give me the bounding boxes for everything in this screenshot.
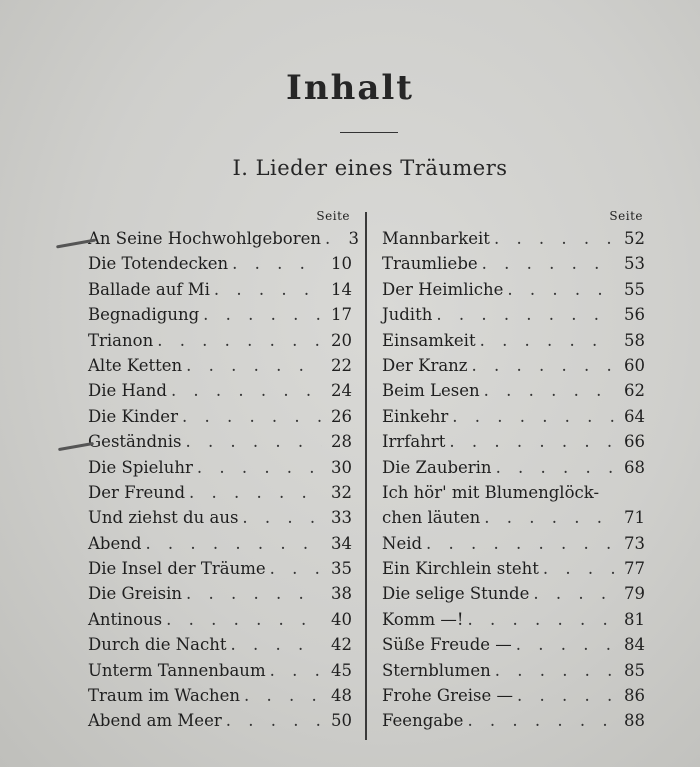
dot-leader xyxy=(266,658,322,683)
entry-title: Die Insel der Träume xyxy=(88,559,266,579)
toc-entry xyxy=(382,277,645,302)
dot-leader xyxy=(480,378,615,403)
toc-entry xyxy=(88,302,352,327)
entry-title: Feengabe xyxy=(382,711,464,731)
toc-entry xyxy=(88,632,352,657)
toc-entry xyxy=(88,658,352,683)
entry-title: Die Greisin xyxy=(88,584,182,604)
dot-leader xyxy=(490,226,615,251)
dot-leader xyxy=(141,531,322,556)
entry-title: Geständnis xyxy=(88,432,182,452)
entry-title: Neid xyxy=(382,533,423,553)
entry-page: 71 xyxy=(624,508,645,528)
toc-entry xyxy=(88,455,352,480)
entry-page: 85 xyxy=(624,660,645,680)
entry-title: Einkehr xyxy=(382,406,449,426)
toc-entry xyxy=(88,378,352,403)
title-rule xyxy=(340,132,398,133)
dot-leader xyxy=(529,581,615,606)
entry-title: Abend xyxy=(88,533,142,553)
dot-leader xyxy=(321,226,329,251)
toc-entry xyxy=(382,328,645,353)
entry-page: 79 xyxy=(624,584,645,604)
toc-entry xyxy=(382,531,645,556)
dot-leader xyxy=(226,632,322,657)
dot-leader xyxy=(210,277,322,302)
toc-entry xyxy=(88,581,352,606)
entry-title: Der Freund xyxy=(88,482,186,502)
entry-page: 14 xyxy=(331,279,352,299)
entry-page: 33 xyxy=(331,508,352,528)
entry-page: 60 xyxy=(624,355,645,375)
toc-entry xyxy=(88,328,352,353)
entry-page: 88 xyxy=(624,711,645,731)
dot-leader xyxy=(182,581,322,606)
entry-title: Die Hand xyxy=(88,381,167,401)
left-column xyxy=(88,206,360,734)
dot-leader xyxy=(228,251,322,276)
entry-page: 48 xyxy=(331,686,352,706)
entry-page: 28 xyxy=(331,432,352,452)
entry-title: Frohe Greise — xyxy=(382,686,513,706)
toc-entry xyxy=(88,251,352,276)
entry-title: Komm —! xyxy=(382,609,464,629)
dot-leader xyxy=(182,353,322,378)
section-heading: I. Lieder eines Träumers xyxy=(232,156,508,180)
entry-title: Der Heimliche xyxy=(382,279,504,299)
entry-page: 26 xyxy=(331,406,352,426)
toc-entry xyxy=(88,683,352,708)
dot-leader xyxy=(512,632,615,657)
entry-title: Beim Lesen xyxy=(382,381,480,401)
dot-leader xyxy=(448,404,615,429)
toc-entry xyxy=(382,480,645,505)
entry-title: Süße Freude — xyxy=(382,635,512,655)
dot-leader xyxy=(478,251,615,276)
dot-leader xyxy=(445,429,615,454)
entry-page: 22 xyxy=(331,355,352,375)
toc-entry xyxy=(88,505,352,530)
entry-page: 64 xyxy=(624,406,645,426)
dot-leader xyxy=(468,353,616,378)
entry-page: 58 xyxy=(624,330,645,350)
entry-page: 53 xyxy=(624,254,645,274)
dot-leader xyxy=(513,683,615,708)
dot-leader xyxy=(193,455,322,480)
dot-leader xyxy=(464,607,616,632)
entry-title: Mannbarkeit xyxy=(382,229,490,248)
dot-leader xyxy=(539,556,615,581)
entry-title: Traumliebe xyxy=(382,254,478,274)
entry-page: 40 xyxy=(331,609,352,629)
entry-page: 3 xyxy=(348,229,360,248)
entry-page: 86 xyxy=(624,686,645,706)
toc-entry xyxy=(88,708,352,733)
entry-title: Der Kranz xyxy=(382,355,468,375)
entry-page: 10 xyxy=(331,254,352,274)
entry-title: Die Kinder xyxy=(88,406,178,426)
dot-leader xyxy=(238,505,322,530)
toc-entry xyxy=(88,277,352,302)
entry-title: Alte Ketten xyxy=(88,355,183,375)
dot-leader xyxy=(491,658,615,683)
dot-leader xyxy=(199,302,322,327)
entry-title: Unterm Tannenbaum xyxy=(88,660,266,680)
entry-title: Ich hör' mit Blumenglöck- xyxy=(382,482,600,502)
entry-title: Die Spieluhr xyxy=(88,457,193,477)
entry-title: Die Zauberin xyxy=(382,457,492,477)
entry-page: 81 xyxy=(624,609,645,629)
entry-page: 24 xyxy=(331,381,352,401)
toc-entry xyxy=(88,353,352,378)
entry-title: Traum im Wachen xyxy=(88,686,241,706)
entry-title: Abend am Meer xyxy=(88,711,222,731)
dot-leader xyxy=(476,328,615,353)
entry-page: 56 xyxy=(624,305,645,325)
entry-page: 50 xyxy=(331,711,352,731)
toc-entry xyxy=(382,455,645,480)
toc-entry xyxy=(382,404,645,429)
entry-page: 32 xyxy=(331,482,352,502)
entry-page: 38 xyxy=(331,584,352,604)
dot-leader xyxy=(162,607,322,632)
entry-title: Einsamkeit xyxy=(382,330,476,350)
toc-entry xyxy=(382,556,645,581)
entry-page: 17 xyxy=(331,305,352,325)
dot-leader xyxy=(432,302,615,327)
entry-title: Antinous xyxy=(88,609,163,629)
entry-title: Judith xyxy=(382,305,433,325)
dot-leader xyxy=(167,378,322,403)
entry-page: 52 xyxy=(624,229,645,248)
entry-page: 45 xyxy=(331,660,352,680)
dot-leader xyxy=(153,328,322,353)
toc-entry xyxy=(382,353,645,378)
toc-entry xyxy=(382,505,645,530)
toc-entry xyxy=(382,607,645,632)
entry-page: 84 xyxy=(624,635,645,655)
entry-title: Irrfahrt xyxy=(382,432,446,452)
entry-page: 77 xyxy=(624,559,645,579)
toc-entry xyxy=(382,378,645,403)
entry-title: Ein Kirchlein steht xyxy=(382,559,539,579)
toc-entry xyxy=(88,556,352,581)
entry-title: Begnadigung xyxy=(88,305,200,325)
entry-page: 68 xyxy=(624,457,645,477)
entry-page: 73 xyxy=(624,533,645,553)
entry-page: 42 xyxy=(331,635,352,655)
entry-title: Ballade auf Mi xyxy=(88,279,210,299)
dot-leader xyxy=(480,505,615,530)
toc-entry xyxy=(382,429,645,454)
toc-entry xyxy=(88,607,352,632)
entry-page: 62 xyxy=(624,381,645,401)
entry-title: Die selige Stunde xyxy=(382,584,530,604)
column-divider xyxy=(365,212,367,740)
entry-title: Sternblumen xyxy=(382,660,491,680)
entry-title: An Seine Hochwohlgeboren xyxy=(88,229,322,248)
dot-leader xyxy=(222,708,322,733)
entry-page: 66 xyxy=(624,432,645,452)
entry-page: 30 xyxy=(331,457,352,477)
toc-title: Inhalt xyxy=(286,68,414,108)
toc-entry xyxy=(382,251,645,276)
entry-title: Die Totendecken xyxy=(88,254,229,274)
toc-entry xyxy=(88,429,352,454)
dot-leader xyxy=(178,404,322,429)
entry-page: 20 xyxy=(331,330,352,350)
toc-entry xyxy=(382,708,645,733)
toc-entry xyxy=(382,632,645,657)
toc-entry xyxy=(382,302,645,327)
dot-leader xyxy=(503,277,615,302)
toc-entry xyxy=(88,404,352,429)
page-header-left: Seite xyxy=(316,209,350,223)
dot-leader xyxy=(181,429,322,454)
entry-title: Und ziehst du aus xyxy=(88,508,239,528)
entry-page: 55 xyxy=(624,279,645,299)
dot-leader xyxy=(240,683,322,708)
toc-entry xyxy=(88,480,352,505)
dot-leader xyxy=(266,556,322,581)
toc-entry xyxy=(382,226,645,251)
page-header-right: Seite xyxy=(609,209,643,223)
dot-leader xyxy=(463,708,615,733)
toc-entry xyxy=(88,226,360,251)
toc-entry xyxy=(382,658,645,683)
toc-entry xyxy=(382,581,645,606)
entry-page: 35 xyxy=(331,559,352,579)
entry-title: Durch die Nacht xyxy=(88,635,227,655)
dot-leader xyxy=(185,480,322,505)
entry-title: chen läuten xyxy=(382,508,481,528)
entry-page: 34 xyxy=(331,533,352,553)
right-column xyxy=(382,206,645,734)
toc-entry xyxy=(382,683,645,708)
dot-leader xyxy=(492,455,615,480)
toc-entry xyxy=(88,531,352,556)
dot-leader xyxy=(422,531,615,556)
entry-title: Trianon xyxy=(88,330,154,350)
